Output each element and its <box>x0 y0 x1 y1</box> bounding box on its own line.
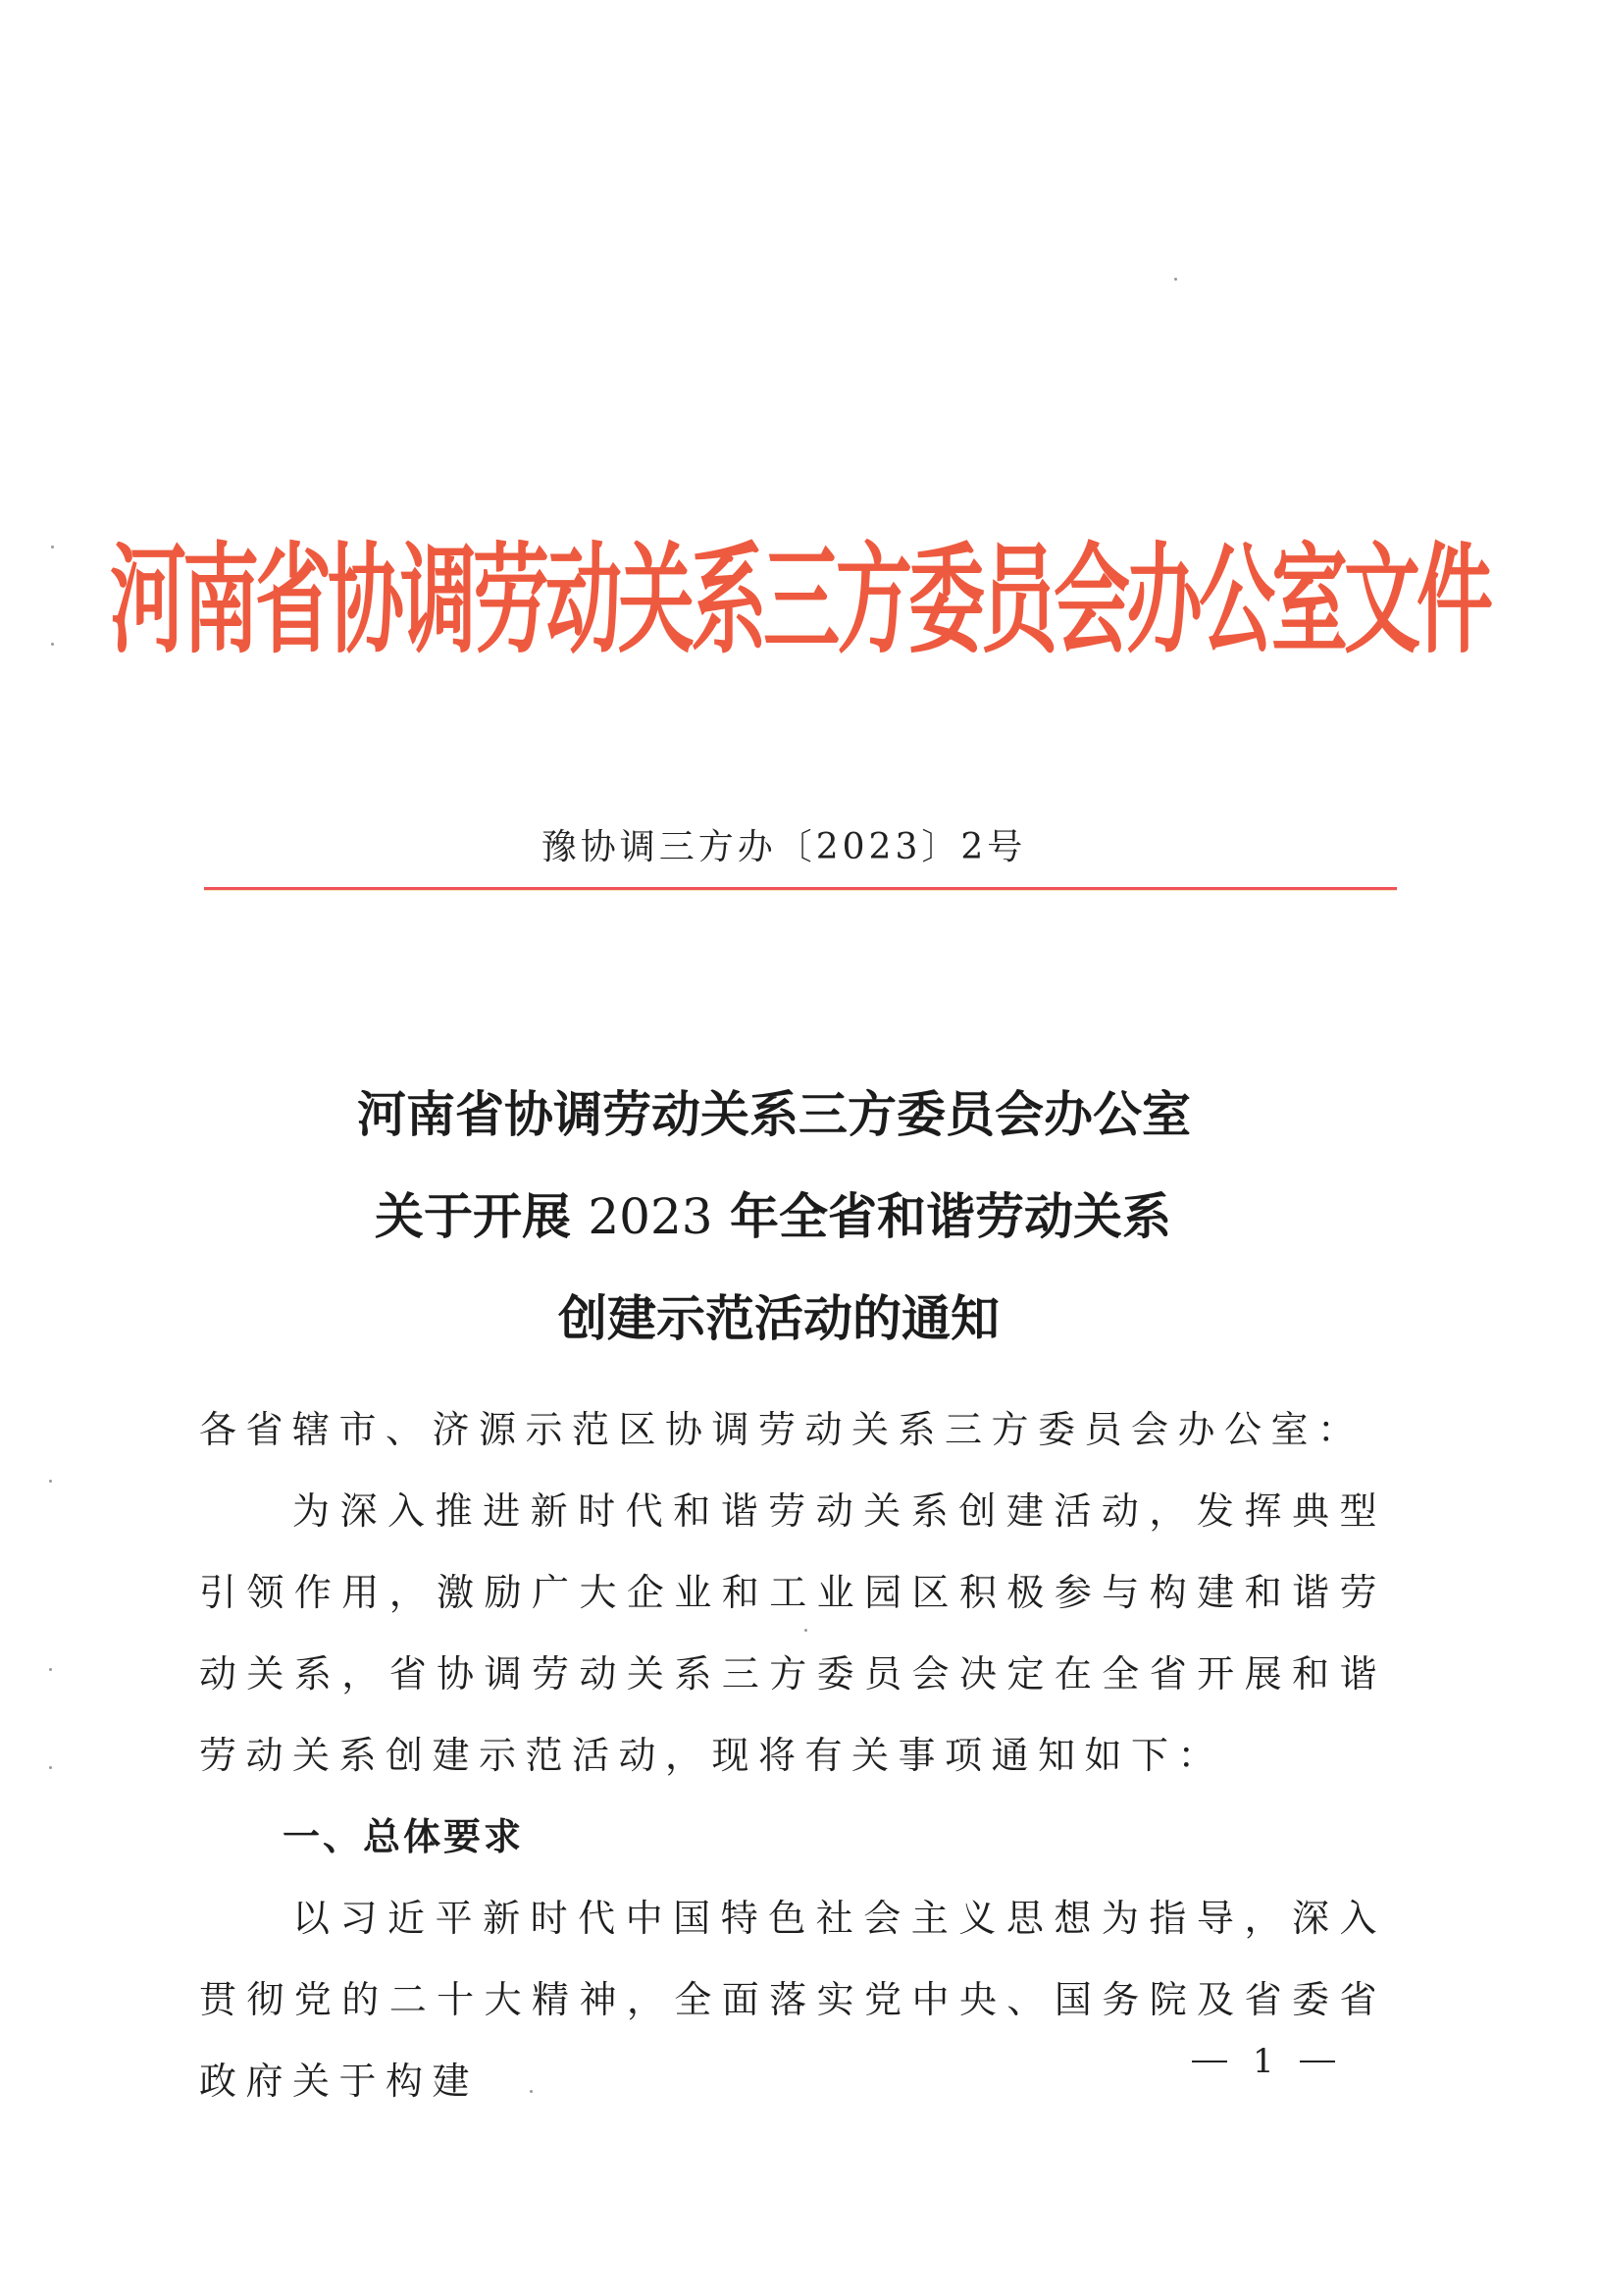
page-number <box>1192 2042 1335 2081</box>
scan-speck <box>51 546 54 548</box>
section-1-paragraph: 以习近平新时代中国特色社会主义思想为指导，深入贯彻党的二十大精神，全面落实党中央、国务院及省委省政府关于构建 <box>199 1897 1386 2103</box>
page-number-dash-right <box>1300 2061 1335 2062</box>
title-year: 2023 <box>588 1188 713 1245</box>
page-number-dash-left <box>1192 2061 1227 2062</box>
scan-speck <box>51 643 54 646</box>
document-title <box>0 1064 1597 1370</box>
scan-speck <box>530 2090 533 2093</box>
scan-speck <box>49 1668 52 1671</box>
title-line-2-prefix: 关于开展 <box>374 1187 571 1245</box>
document-body <box>199 1389 1386 2122</box>
scan-speck <box>1174 278 1177 281</box>
title-line-3: 创建示范活动的通知 <box>558 1289 1000 1347</box>
document-number-text: 豫协调三方办〔2023〕2号 <box>541 827 1027 867</box>
page-number-value: 1 <box>1253 2042 1274 2081</box>
salutation: 各省辖市、济源示范区协调劳动关系三方委员会办公室： <box>199 1408 1365 1451</box>
masthead-title: 河南省协调劳动关系三方委员会办公室文件 <box>110 533 1490 670</box>
scan-speck <box>49 1480 52 1483</box>
scan-speck <box>49 1766 52 1769</box>
body-paragraph: 为深入推进新时代和谐劳动关系创建活动，发挥典型引领作用，激励广大企业和工业园区积极参与构建和谐劳动关系，省协调劳动关系三方委员会决定在全省开展和谐劳动关系创建示范活动，现将有关事项通知如下： <box>199 1489 1386 1777</box>
document-number <box>0 827 1597 867</box>
scan-speck <box>804 1629 807 1632</box>
title-line-2-suffix: 年全省和谐劳动关系 <box>730 1187 1172 1245</box>
red-separator-rule <box>204 887 1397 890</box>
title-line-2 <box>0 1166 1597 1268</box>
title-line-1: 河南省协调劳动关系三方委员会办公室 <box>357 1085 1191 1143</box>
masthead <box>110 533 1490 670</box>
section-heading-1: 一、总体要求 <box>283 1815 525 1858</box>
